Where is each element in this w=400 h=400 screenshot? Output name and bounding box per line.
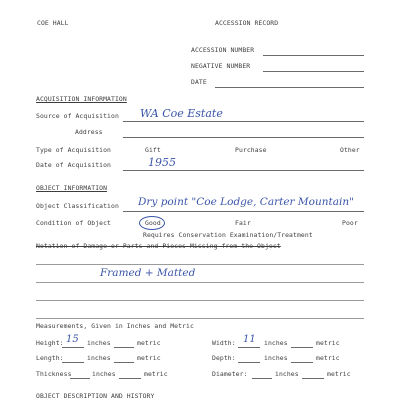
- width-inches-label: inches: [264, 339, 288, 347]
- depth-inches-field[interactable]: [238, 362, 260, 363]
- description-section-title: OBJECT DESCRIPTION AND HISTORY: [36, 392, 155, 400]
- condition-of-object-label: Condition of Object: [36, 219, 112, 227]
- damage-notation-value: Framed + Matted: [100, 267, 196, 279]
- measurements-title: Measurements, Given in Inches and Metric: [36, 322, 194, 330]
- condition-option-fair[interactable]: Fair: [235, 219, 251, 227]
- thickness-metric-field[interactable]: [119, 378, 141, 379]
- length-label: Length:: [36, 354, 64, 362]
- damage-line-4[interactable]: [36, 318, 364, 319]
- width-metric-field[interactable]: [291, 347, 313, 348]
- depth-label: Depth:: [212, 354, 236, 362]
- depth-metric-field[interactable]: [291, 362, 313, 363]
- source-of-acquisition-label: Source of Acquisition: [36, 112, 119, 120]
- diameter-label: Diameter:: [212, 370, 248, 378]
- width-label: Width:: [212, 339, 236, 347]
- type-option-purchase[interactable]: Purchase: [235, 146, 267, 154]
- address-field[interactable]: [123, 137, 364, 138]
- length-metric-field[interactable]: [114, 362, 134, 363]
- object-classification-value: Dry point "Coe Lodge, Carter Mountain": [138, 196, 354, 208]
- date-label: DATE: [191, 78, 207, 86]
- thickness-inches-field[interactable]: [70, 378, 90, 379]
- damage-line-2[interactable]: [36, 282, 364, 283]
- object-section-title: OBJECT INFORMATION: [36, 184, 108, 192]
- object-classification-field[interactable]: [123, 211, 364, 212]
- object-classification-label: Object Classification: [36, 202, 119, 210]
- type-option-other[interactable]: Other: [340, 146, 360, 154]
- height-inches-field[interactable]: [62, 347, 84, 348]
- width-metric-label: metric: [316, 339, 340, 347]
- diameter-inches-label: inches: [275, 370, 299, 378]
- diameter-metric-label: metric: [327, 370, 351, 378]
- height-label: Height:: [36, 339, 64, 347]
- negative-number-label: NEGATIVE NUMBER: [191, 62, 251, 70]
- width-inches-field[interactable]: [238, 347, 260, 348]
- date-field[interactable]: [215, 87, 364, 88]
- accession-number-field[interactable]: [263, 55, 364, 56]
- conservation-note: Requires Conservation Examination/Treatment: [143, 231, 313, 239]
- condition-option-good[interactable]: Good: [145, 219, 161, 227]
- height-metric-field[interactable]: [114, 347, 134, 348]
- damage-line-1[interactable]: [36, 264, 364, 265]
- date-of-acquisition-value: 1955: [148, 156, 176, 169]
- depth-metric-label: metric: [316, 354, 340, 362]
- type-of-acquisition-label: Type of Acquisition: [36, 146, 112, 154]
- height-inches-label: inches: [87, 339, 111, 347]
- thickness-label: Thickness: [36, 370, 72, 378]
- acquisition-section-title: ACQUISITION INFORMATION: [36, 95, 127, 103]
- accession-number-label: ACCESSION NUMBER: [191, 46, 255, 54]
- height-metric-label: metric: [137, 339, 161, 347]
- date-of-acquisition-field[interactable]: [123, 170, 364, 171]
- header-right-title: ACCESSION RECORD: [215, 19, 279, 27]
- type-option-gift[interactable]: Gift: [145, 146, 161, 154]
- depth-inches-label: inches: [264, 354, 288, 362]
- diameter-inches-field[interactable]: [252, 378, 272, 379]
- thickness-metric-label: metric: [144, 370, 168, 378]
- length-inches-label: inches: [87, 354, 111, 362]
- damage-line-3[interactable]: [36, 300, 364, 301]
- header-left-title: COE HALL: [37, 19, 69, 27]
- height-value: 15: [66, 334, 79, 345]
- source-of-acquisition-field[interactable]: [123, 121, 364, 122]
- negative-number-field[interactable]: [263, 71, 364, 72]
- source-of-acquisition-value: WA Coe Estate: [140, 107, 223, 120]
- date-of-acquisition-label: Date of Acquisition: [36, 161, 112, 169]
- thickness-inches-label: inches: [92, 370, 116, 378]
- length-inches-field[interactable]: [62, 362, 84, 363]
- length-metric-label: metric: [137, 354, 161, 362]
- address-label: Address: [75, 128, 103, 136]
- damage-notation-label: Notation of Damage or Parts and Pieces Missing from the Object: [36, 242, 281, 250]
- diameter-metric-field[interactable]: [302, 378, 324, 379]
- condition-option-poor[interactable]: Poor: [342, 219, 358, 227]
- width-value: 11: [243, 334, 256, 345]
